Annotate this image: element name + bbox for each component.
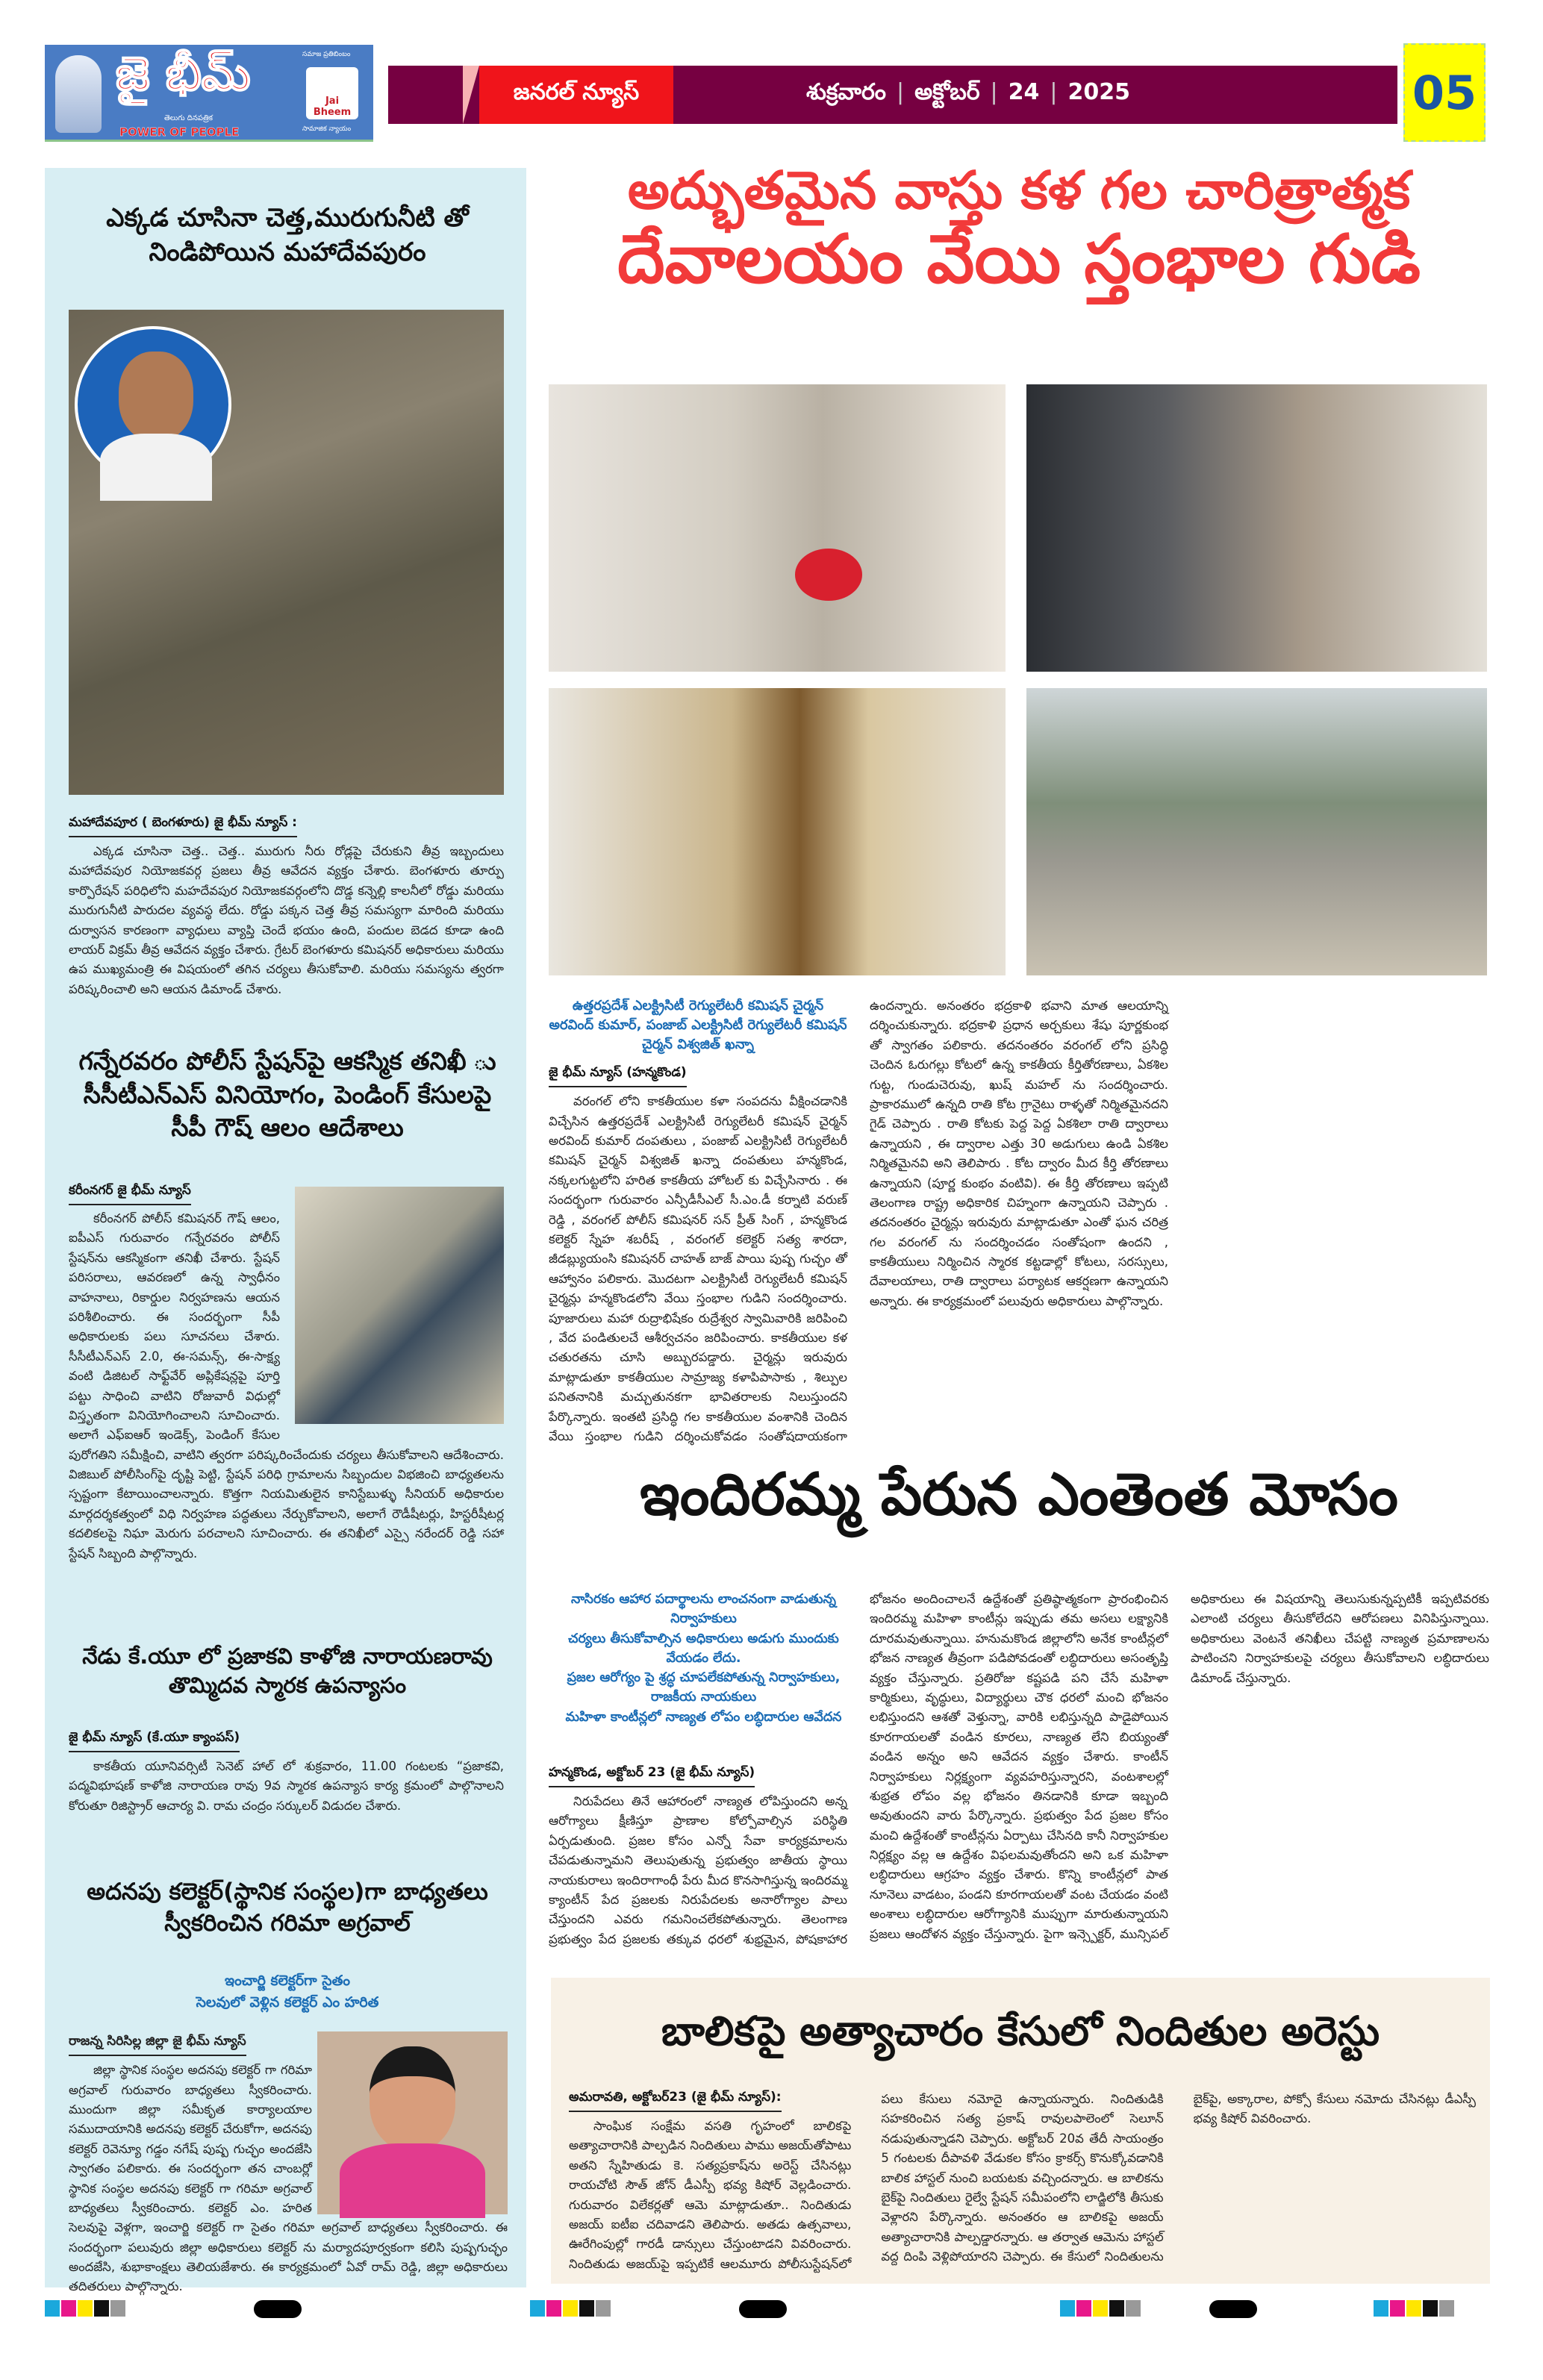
indiramma-subhead: మహిళా కాంటీన్లలో నాణ్యత లోపం లబ్ధిదారుల ఆవేదన (565, 1709, 842, 1725)
indiramma-subhead: నాసిరకం ఆహార పదార్థాలను లాంచనంగా వాడుతున్న నిర్వాహకులు (571, 1592, 836, 1627)
color-swatch (94, 2300, 109, 2317)
balika-body: సాంఘిక సంక్షేమ వసతి గృహంలో బాలికపై అత్యాచారానికి పాల్పడిన నిందితులు పాము అజయ్‌తోపాటు అతని స్నేహితుడు కె. సత్యప్రకాష్‌ను అరెస్ట్ చేసినట్లు రాయచోటి సౌత్ జోన్ డీఎస్పీ భవ్య కిషోర్ వెల్లడించారు. గురువారం విలేకర్లతో ఆమె మాట్లాడుతూ.. నిందితుడు అజయ్ ఐటీఐ చదివాడని తెలిపారు. అతడు ఉత్సవాలు, ఊరేగింపుల్లో గారడీ డాన్సులు చేస్తుంటాడని వివరించారు. నిందితుడు అజయ్‌పై ఇప్పటికే ఆలమూరు పోలీసుస్టేషన్‌లో పలు కేసులు నమోదై ఉన్నాయన్నారు. నిందితుడికి సహకరించిన సత్య ప్రకాష్ రావులపాలెంలో సెలూన్ నడుపుతున్నాడని చెప్పారు. అక్టోబర్ 20వ తేదీ సాయంత్రం 5 గంటలకు దీపావళి వేడుకల కోసం క్రాకర్స్ కొనుక్కోవడానికి బాలిక హాస్టల్ నుంచి బయటకు వచ్చిందన్నారు. ఆ బాలికను బైక్‌పై నిందితులు రైల్వే స్టేషన్ సమీపంలోని లాడ్జిలోకి తీసుకు వెళ్లారని పేర్కొన్నారు. అనంతరం ఆ బాలికపై అజయ్ అత్యాచారానికి పాల్పడ్డారన్నారు. ఆ తర్వాత ఆమెను హాస్టల్ వద్ద దింపి వెళ్లిపోయారని చెప్పారు. ఈ కేసులో నిందితులను బైక్‌పై, అక్కారాల, పోక్సో కేసులు నమోదు చేసినట్లు డీఎస్పీ భవ్య కిషోర్ వివరించారు. (569, 2092, 1476, 2271)
temple-headline (545, 160, 1493, 298)
color-swatch (1109, 2300, 1124, 2317)
balika-headline: బాలికపై అత్యాచారం కేసులో నిందితుల అరెస్టు (661, 2008, 1380, 2055)
color-swatch (596, 2300, 611, 2317)
mahadevapura-byline: మహాదేవపూర ( బెంగళూరు) జై భీమ్ న్యూస్ : (69, 815, 297, 837)
color-swatch (579, 2300, 594, 2317)
indiramma-subhead: ప్రజల ఆరోగ్యం పై శ్రద్ధ చూపలేకపోతున్న నిర్వాహకులు, రాజకీయ నాయకులు (567, 1670, 841, 1705)
color-swatch (530, 2300, 545, 2317)
print-registration-strip (0, 2300, 1543, 2320)
reporter-portrait (75, 326, 231, 483)
gannavaram-body: కరీంనగర్ పోలీస్ కమిషనర్ గౌష్ ఆలం, ఐపీఎస్ గురువారం గన్నేరవరం పోలీస్ స్టేషన్‌ను ఆకస్మికంగా తనిఖీ చేశారు. స్టేషన్ పరిసరాలు, ఆవరణలో ఉన్న స్వాధీనం వాహనాలు, రికార్డుల నిర్వహణను ఆయన పరిశీలించారు. ఈ సందర్భంగా సీపీ అధికారులకు పలు సూచనలు చేశారు. సీసీటీఎన్ఎస్ 2.0, ఈ-సమన్స్, ఈ-సాక్ష్య వంటి డిజిటల్ సాఫ్ట్‌వేర్ అప్లికేషన్లపై పూర్తి పట్టు సాధించి వాటిని రోజువారీ విధుల్లో విస్తృతంగా వినియోగించాలని సూచించారు. అలాగే ఎఫ్ఐఆర్ ఇండెక్స్, పెండింగ్ కేసుల పురోగతిని సమీక్షించి, వాటిని త్వరగా పరిష్కరించేందుకు చర్యలు తీసుకోవాలని ఆదేశించారు. విజిబుల్ పోలీసింగ్‌పై దృష్టి పెట్టి, స్టేషన్ పరిధి గ్రామాలను సిబ్బందుల విభజించి బాధ్యతలను స్పష్టంగా కేటాయించాలన్నారు. కొత్తగా నియమితులైన కానిస్టేబుళ్ళు సీనియర్ అధికారుల మార్గదర్శకత్వంలో విధి నిర్వహణ పద్ధతులు నేర్చుకోవాలని, అలాగే రౌడీషీటర్లు, హిస్టరీషీటర్ల కదలికలపై నిఘా మెరుగు పరచాలని సూచించారు. ఈ తనిఖీలో ఎస్సై నరేందర్ రెడ్డి సహా స్టేషన్ సిబ్బంది పాల్గొన్నారు. (69, 1211, 504, 1561)
newspaper-logo (45, 45, 373, 142)
color-swatch (1406, 2300, 1421, 2317)
date-number: 24 (1008, 79, 1040, 105)
ambedkar-portrait (55, 55, 102, 133)
registration-mark (1209, 2300, 1257, 2318)
color-swatch (1423, 2300, 1438, 2317)
color-swatch (78, 2300, 93, 2317)
registration-mark (739, 2300, 787, 2318)
registration-mark (254, 2300, 302, 2318)
logo-tag-top: సమాజ ప్రతిబింబం (302, 51, 351, 58)
indiramma-headline: ఇందిరమ్మ పేరున ఎంతెంత మోసం (640, 1461, 1398, 1528)
kaloji-body: కాకతీయ యూనివర్సిటీ సెనెట్ హాల్ లో శుక్రవారం, 11.00 గంటలకు “ప్రజాకవి, పద్మవిభూషణ్ కాళోజి నారాయణ రావు 9వ స్మారక ఉపన్యాస కార్య క్రమంలో పాల్గొనాలని కోరుతూ రిజిస్ట్రార్ ఆచార్య వి. రామ చంద్రం సర్కులర్ విడుదల చేశారు. (69, 1759, 504, 1813)
issue-date: శుక్రవారం | అక్టోబర్ | 24 | 2025 (806, 79, 1130, 110)
date-day: శుక్రవారం (806, 79, 886, 105)
color-swatch (546, 2300, 561, 2317)
temple-headline-line1: అద్భుతమైన వాస్తు కళ గల చారిత్రాత్మక (627, 160, 1411, 221)
kaloji-byline: జై భీమ్ న్యూస్ (కే.యూ క్యాంపస్) (69, 1730, 240, 1752)
logo-tag-bottom: సామాజిక న్యాయం (302, 125, 352, 133)
color-swatch (61, 2300, 76, 2317)
page-number: 05 (1403, 43, 1486, 142)
temple-byline: జై భీమ్ న్యూస్ (హన్మకొండ) (549, 1065, 687, 1087)
color-swatch (1390, 2300, 1405, 2317)
temple-body: వరంగల్ లోని కాకతీయుల కళా సంపదను వీక్షించడానికి విచ్చేసిన ఉత్తరప్రదేశ్ ఎలక్ట్రిసిటీ రెగ్యులేటరీ కమిషన్ చైర్మన్ అరవింద్ కుమార్ దంపతులు , పంజాబ్ ఎలక్ట్రిసిటీ రెగ్యులేటరీ కమిషన్ చైర్మన్ విశ్వజిత్ ఖన్నా దంపతులు హన్మకొండ, నక్కలగుట్టలోని హరిత కాకతీయ హోటల్ కు విచ్చేసినారు . ఈ సందర్భంగా గురువారం ఎన్పీడీసీఎల్ సీ.ఎం.డీ కర్నాటి వరుణ్ రెడ్డి , వరంగల్ పోలీస్ కమిషనర్ సన్ ప్రీత్ సింగ్ , హన్మకొండ కలెక్టర్ స్నేహ శబరీష్ , వరంగల్ కలెక్టర్ సత్య శారదా, జీడబ్ల్యుయంసి కమిషనర్ చాహత్ బాజ్ పాయి పుష్ప గుచ్ఛం తో ఆహ్వానం పలికారు. మొదటగా ఎలక్ట్రిసిటీ రెగ్యులేటరీ కమిషన్ చైర్మన్లు హన్మకొండలోని వేయి స్తంభాల గుడిని సందర్శించారు. పూజారులు మహా రుద్రాభిషేకం రుద్రేశ్వర స్వామివారికి జరిపించి , వేద పండితులచే ఆశీర్వచనం జరిపించారు. కాకతీయుల కళ చతురతను చూసి అబ్బురపడ్డారు. చైర్మన్లు ఇరువురు మాట్లాడుతూ కాకతీయుల సామ్రాజ్య కళాపిపాసాకు , శిల్పుల పనితనానికి మచ్చుతునకగా భావితరాలకు నిలుస్తుందని పేర్కొన్నారు. ఇంతటి ప్రసిద్ధి గల కాకతీయుల వంశానికి చెందిన వేయి స్తంభాల గుడిని దర్శించుకోవడం సంతోషదాయకంగా ఉందన్నారు. అనంతరం భద్రకాళి భవాని మాత ఆలయాన్ని దర్శించుకున్నారు. భద్రకాళి ప్రధాన అర్చకులు శేషు పూర్ణకుంభ తో స్వాగతం పలికారు. తదనంతరం వరంగల్ లోని ప్రసిద్ధి చెందిన ఓరుగల్లు కోటలో ఉన్న కాకతీయ కీర్తితోరణాలు, ఏకశిల గుట్ట, గుండుచెరువు, ఖుష్ మహల్ ను సందర్శించారు. ప్రాకారములో ఉన్నది రాతి కోట గ్రానైటు రాళ్ళతో నిర్మితమైనదని గైడ్ చెప్పారు . రాతి కోటకు పెద్ద పెద్ద ఏకశిలా రాతి ద్వారాలు ఉన్నాయని , ఈ ద్వారాల ఎత్తు 30 అడుగులు ఉండి ఏకశిల నిర్మితమైనవి అని తెలిపారు . కోట ద్వారం మీద కీర్తి తోరణాలు ఉన్నాయని (పూర్ణ కుంభం వంటివి). ఈ కీర్తి తోరణాలు ఇప్పటి తెలంగాణ రాష్ట్ర అధికారిక చిహ్నంగా ఉన్నాయని చెప్పారు . తదనంతరం చైర్మన్లు ఇరువురు మాట్లాడుతూ ఎంతో ఘన చరిత్ర గల వరంగల్ ను సందర్శించడం సంతోషంగా ఉందని , కాకతీయులు నిర్మించిన స్మారక కట్టడాల్లో కోటలు, సరస్సులు, దేవాలయాలు, రాతి ద్వారాలు పర్యాటక ఆకర్షణగా ఉన్నాయని అన్నారు. ఈ కార్యక్రమంలో పలువురు అధికారులు పాల్గొన్నారు. (549, 999, 1168, 1443)
logo-title: జై భీమ్ (116, 46, 251, 101)
indiramma-subhead: చర్యలు తీసుకోవాల్సిన అధికారులు అడుగు ముందుకు వేయడం లేదు. (568, 1631, 839, 1666)
thousand-pillar-group-photo (1026, 688, 1487, 975)
color-swatch (1126, 2300, 1141, 2317)
indiramma-body: నిరుపేదలు తినే ఆహారంలో నాణ్యత లోపిస్తుందని అన్న ఆరోగ్యాలు క్షీణిస్తూ ప్రాణాల కోల్పోవాల్సిన పరిస్థితి ఏర్పడుతుంది. ప్రజల కోసం ఎన్నో సేవా కార్యక్రమాలను చేపడుతున్నామని తెలుపుతున్న ప్రభుత్వం జాతీయ స్థాయి నాయకురాలు ఇందిరాగాంధీ పేరు మీద కొనసాగిస్తున్న ఇందిరమ్మ క్యాంటీన్ పేద ప్రజలకు నిరుపేదలకు అనారోగ్యాల పాలు చేస్తుందని ఎవరు గమనించలేకపోతున్నారు. తెలంగాణ ప్రభుత్వం పేద ప్రజలకు తక్కువ ధరలో శుభ్రమైన, పోషకాహార భోజనం అందించాలనే ఉద్దేశంతో ప్రతిష్ఠాత్మకంగా ప్రారంభించిన ఇందిరమ్మ మహిళా కాంటీన్లు ఇప్పుడు తమ అసలు లక్ష్యానికి దూరమవుతున్నాయి. హనుమకొండ జిల్లాలోని అనేక కాంటీన్లలో భోజన నాణ్యత తీవ్రంగా పడిపోవడంతో లబ్ధిదారులు అసంతృప్తి వ్యక్తం చేస్తున్నారు. ప్రతిరోజు కష్టపడి పని చేసే మహిళా కార్మికులు, వృద్ధులు, విద్యార్థులు చౌక ధరలో మంచి భోజనం లభిస్తుందని ఆశతో వెళ్తున్నా, వారికి లభిస్తున్నది పాడైపోయిన కూరగాయలతో వండిన కూరలు, నాణ్యత లేని బియ్యంతో వండిన అన్నం అని ఆవేదన వ్యక్తం చేశారు. కాంటీన్ నిర్వాహకులు నిర్లక్ష్యంగా వ్యవహరిస్తున్నారని, వంటశాలల్లో శుభ్రత లోపం వల్ల భోజనం తినడానికి కూడా ఇబ్బంది అవుతుందని వారు పేర్కొన్నారు. ప్రభుత్వం పేద ప్రజల కోసం మంచి ఉద్దేశంతో కాంటీన్లను ఏర్పాటు చేసినది కానీ నిర్వాహకుల నిర్లక్ష్యం వల్ల ఆ ఉద్దేశం విఫలమవుతోందని అని ఒక మహిళా లబ్ధిదారులు ఆగ్రహం వ్యక్తం చేశారు. కొన్ని కాంటీన్లలో పాత నూనెలు వాడటం, పండని కూరగాయలతో వంట చేయడం వంటి అంశాలు లబ్ధిదారుల ఆరోగ్యానికి ముప్పుగా మారుతున్నాయని ప్రజలు ఆందోళన వ్యక్తం చేస్తున్నారు. పైగా ఇన్స్పెక్టర్, మున్సిపల్ అధికారులు ఈ విషయాన్ని తెలుసుకున్నప్పటికీ ఇప్పటివరకు ఎలాంటి చర్యలు తీసుకోలేదని ఆరోపణలు వినిపిస్తున్నాయి. అధికారులు వెంటనే తనిఖీలు చేపట్టి నాణ్యత ప్రమాణాలను పాటించని నిర్వాహకులపై చర్యలు తీసుకోవాలని లబ్ధిదారులు డిమాండ్ చేస్తున్నారు. (549, 1592, 1489, 1946)
temple-subhead: ఉత్తరప్రదేశ్ ఎలక్ట్రిసిటీ రెగ్యులేటరీ కమిషన్ చైర్మన్ అరవింద్ కుమార్, పంజాబ్ ఎలక్ట్రిసిటీ రెగ్యులేటరీ కమిషన్ చైర్మన్ విశ్వజిత్ ఖన్నా (549, 998, 847, 1053)
date-month: అక్టోబర్ (914, 79, 980, 105)
gannavaram-headline: గన్నేరవరం పోలీస్ స్టేషన్‌పై ఆకస్మిక తనిఖీ ు సీసీటీఎన్ఎస్ వినియోగం, పెండింగ్ కేసులపై సీపీ గౌష్ ఆలం ఆదేశాలు (78, 1046, 496, 1143)
section-label: జనరల్ న్యూస్ (479, 66, 673, 124)
collector-subhead-1: ఇంచార్జి కలెక్టర్‌గా సైతం (224, 1973, 350, 1989)
logo-tagline: POWER OF PEOPLE (119, 125, 240, 139)
color-swatch (45, 2300, 60, 2317)
balika-byline: అమరావతి, అక్టోబర్23 (జై భీమ్ న్యూస్): (569, 2090, 782, 2112)
memento-group-photo (1026, 384, 1487, 672)
mahadevapura-body: ఎక్కడ చూసినా చెత్త.. చెత్త.. మురుగు నీరు రోడ్లపై చేరుకుని తీవ్ర ఇబ్బందులు మహాదేవపుర నియోజకవర్గ ప్రజలు తీవ్ర ఆవేదన వ్యక్తం చేశారు. బెంగళూరు తూర్పు కార్పొరేషన్ పరిధిలోని మహదేవపుర నియోజకవర్గంలోని దొడ్డ కన్నెల్లి కాలనీలో రోడ్డు మరియు మురుగునీటి పారుదల వ్యవస్థ లేదు. రోడ్డు పక్కన చెత్త తీవ్ర సమస్యగా మారింది మరియు దుర్వాసన కారణంగా వ్యాధులు వ్యాప్తి చెందే భయం ఉంది, పందుల బెడద కూడా ఉంది లాయర్ విక్రమ్ తీవ్ర ఆవేదన వ్యక్తం చేశారు. గ్రేటర్ బెంగళూరు కమిషనర్ అధికారులు మరియు ఉప ముఖ్యమంత్రి ఈ విషయంలో తగిన చర్యలు తీసుకోవాలి. మరియు సమస్యను త్వరగా పరిష్కరించాలి అని ఆయన డిమాండ్ చేశారు. (69, 844, 504, 996)
kaloji-headline: నేడు కే.యూ లో ప్రజాకవి కాళోజి నారాయణరావు తొమ్మిదవ స్మారక ఉపన్యాసం (82, 1643, 493, 1699)
temple-darshan-photo (549, 688, 1006, 975)
garbage-photo (69, 310, 504, 795)
indiramma-byline: హన్మకొండ, అక్టోబర్ 23 (జై భీమ్ న్యూస్) (549, 1765, 755, 1787)
date-year: 2025 (1067, 79, 1131, 105)
color-swatch (1060, 2300, 1075, 2317)
tv-logo: Jai Bheem (306, 67, 358, 119)
color-swatch (1076, 2300, 1091, 2317)
logo-subtitle: తెలుగు దినపత్రిక (164, 114, 213, 122)
collector-subhead-2: సెలవులో వెళ్లిన కలెక్టర్ ఎం హరిత (196, 1993, 379, 2011)
temple-headline-line2: దేవాలయం వేయి స్తంభాల గుడి (617, 219, 1421, 299)
color-swatch (1093, 2300, 1108, 2317)
bouquet-welcome-photo (549, 384, 1006, 672)
color-swatch (1439, 2300, 1454, 2317)
color-swatch (563, 2300, 578, 2317)
gannavaram-byline: కరీంనగర్ జై భీమ్ న్యూస్ (69, 1183, 191, 1205)
collector-byline: రాజన్న సిరిసిల్ల జిల్లా జై భీమ్ న్యూస్ (69, 2031, 246, 2056)
color-swatch (1374, 2300, 1388, 2317)
color-swatch (110, 2300, 125, 2317)
header-bar (388, 66, 1397, 124)
collector-headline: అదనపు కలెక్టర్(స్థానిక సంస్థల)గా బాధ్యతలు స్వీకరించిన గరిమా అగ్రవాల్ (87, 1878, 488, 1937)
collector-body: జిల్లా స్థానిక సంస్థల అదనపు కలెక్టర్ గా గరిమా అగ్రవాల్ గురువారం బాధ్యతలు స్వీకరించారు. ముందుగా జిల్లా సమీకృత కార్యాలయాల సముదాయానికి అదనపు కలెక్టర్ చేరుకోగా, అదనపు కలెక్టర్ రెవెన్యూ గడ్డం నగేష్ పుష్ప గుచ్ఛం అందజేసి స్వాగతం పలికారు. ఈ సందర్భంగా తన చాంబర్లో స్థానిక సంస్థల అదనపు కలెక్టర్ గా గరిమా అగ్రవాల్ బాధ్యతలు స్వీకరించారు. కలెక్టర్ ఎం. హరిత సెలవుపై వెళ్లగా, ఇంచార్జి కలెక్టర్ గా సైతం గరిమా అగ్రవాల్ బాధ్యతలు స్వీకరించారు. ఈ సందర్భంగా పలువురు జిల్లా అధికారులు కలెక్టర్ ను మర్యాదపూర్వకంగా కలిసి పుష్పగుచ్ఛం అందజేసి, శుభాకాంక్షలు తెలియజేశారు. ఈ కార్యక్రమంలో ఏవో రామ్ రెడ్డి, జిల్లా అధికారులు తదితరులు పాల్గొన్నారు. (69, 2063, 508, 2294)
mahadevapura-headline: ఎక్కడ చూసినా చెత్త,మురుగునీటి తో నిండిపోయిన మహాదేవపురం (106, 203, 469, 267)
